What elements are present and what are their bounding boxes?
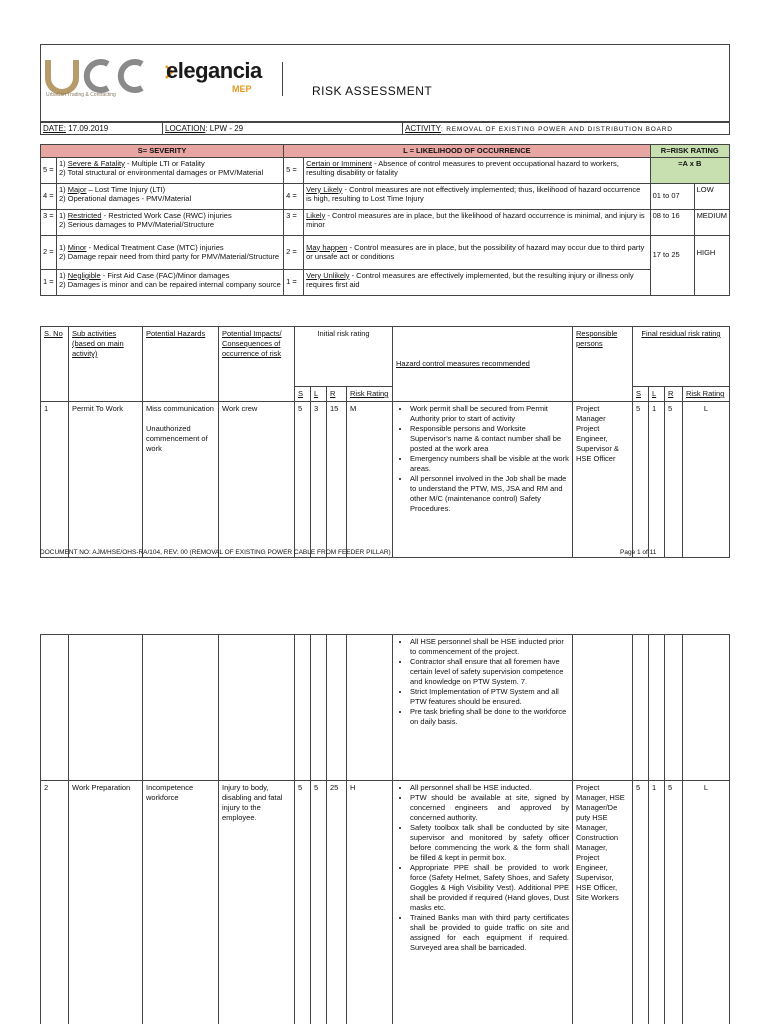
- document-number: DOCUMENT NO: AJM/HSE/OHS-RA/104, REV: 00 (REMOVAL OF EXISTING POWER CABLE FROM FEEDER PILLAR): [40, 549, 391, 556]
- rating-high: HIGH: [694, 235, 729, 295]
- col-final-rating: Risk Rating: [683, 387, 730, 402]
- activity-label: ACTIVITY: [405, 124, 442, 133]
- severity-key: Severe & Fatality: [67, 158, 125, 168]
- row-hazard: Incompetence workforce: [143, 781, 219, 1024]
- row-rating: H: [347, 781, 393, 1024]
- row-no: 1: [41, 402, 69, 558]
- row-no: [41, 635, 69, 781]
- list-item: • Work permit shall be secured from Permit Authority prior to start of activity: [410, 404, 569, 424]
- date-label: DATE:: [43, 124, 66, 133]
- col-final-s: S: [633, 387, 649, 402]
- list-item: • Contractor shall ensure that all foremen have certain level of safety supervision competence and knowledge on PTW System. 7.: [410, 657, 569, 687]
- severity-num: 2 =: [41, 235, 57, 269]
- likelihood-row: [304, 157, 650, 183]
- likelihood-text: - Control measures are in place, but the possibility of hazard may occur due to third party or unsafe act or conditions: [306, 242, 645, 261]
- rating-med: MEDIUM: [694, 209, 729, 235]
- row-l: 3: [311, 402, 327, 558]
- list-item: • Trained Banks man with third party certificates shall be provided to guide traffic on site and assigned for each equipment if required. Surveyed area shall be barricaded.: [410, 913, 569, 953]
- likelihood-key: Very Unlikely: [306, 270, 350, 280]
- severity-row: 1) Restricted - Restricted Work Case (RWC) injuries 2) Serious damages to PMV/Material/Structure: [57, 209, 284, 235]
- brand-sub: MEP: [232, 84, 252, 94]
- rating-low: LOW: [694, 183, 729, 209]
- list-item: • Pre task briefing shall be done to the workforce on daily basis.: [410, 707, 569, 727]
- severity-text: – Lost Time Injury (LTI): [86, 184, 166, 194]
- row-final-r: 5: [665, 402, 683, 558]
- col-final-l: L: [649, 387, 665, 402]
- rating-high-range: 17 to 25: [650, 235, 694, 295]
- likelihood-key: Very Likely: [306, 184, 343, 194]
- severity-row: 1) Minor - Medical Treatment Case (MTC) injuries 2) Damage repair need from third party for PMV/Material/Structure: [57, 235, 284, 269]
- row-final-s: 5: [633, 402, 649, 558]
- row-final-rating: L: [683, 402, 730, 558]
- row-final-s: [633, 635, 649, 781]
- divider: [282, 62, 283, 96]
- likelihood-text: - Control measures are effectively implemented, but the resulting injury or illness only requires first aid: [306, 270, 634, 289]
- list-item: • Strict Implementation of PTW System and all PTW features should be ensured.: [410, 687, 569, 707]
- severity-text: - First Aid Case (FAC)/Minor damages: [100, 270, 230, 280]
- location-value: : LPW - 29: [205, 124, 244, 133]
- severity-text: - Multiple LTI or Fatality: [124, 158, 205, 168]
- severity-text: 2) Damage repair need from third party for PMV/Material/Structure: [59, 252, 280, 261]
- row-final-r: 5: [665, 781, 683, 1024]
- likelihood-text: - Control measures are in place, but the likelihood of hazard occurrence is minimal, and injury is minor: [306, 210, 645, 229]
- rating-med-range: 08 to 16: [650, 209, 694, 235]
- likelihood-key: Likely: [306, 210, 326, 220]
- likelihood-num: 1 =: [284, 269, 304, 295]
- risk-table: [40, 326, 730, 558]
- likelihood-text: - Control measures are not effectively implemented; thus, likelihood of hazard occurrence is high, resulting to Lost Time Injury: [306, 184, 641, 203]
- list-item: • All HSE personnel shall be HSE inducted prior to commencement of the project.: [410, 637, 569, 657]
- risk-legend: [40, 144, 730, 296]
- col-risk-rating: Risk Rating: [347, 387, 393, 402]
- row-impact: [219, 635, 295, 781]
- row-final-l: 1: [649, 402, 665, 558]
- row-final-l: [649, 635, 665, 781]
- severity-text: 2) Total structural or environmental damages or PMV/Material: [59, 168, 264, 177]
- col-hazards: Potential Hazards: [143, 327, 219, 402]
- row-s: 5: [295, 402, 311, 558]
- severity-row: 1) Severe & Fatality - Multiple LTI or Fatality 2) Total structural or environmental damages or PMV/Material: [57, 157, 284, 183]
- row-rating: [347, 635, 393, 781]
- severity-text: 2) Damages is minor and can be repaired internal company source: [59, 280, 281, 289]
- likelihood-num: 3 =: [284, 209, 304, 235]
- severity-text: 2) Serious damages to PMV/Material/Structure: [59, 220, 215, 229]
- rating-formula: =A x B: [650, 157, 729, 183]
- likelihood-num: 4 =: [284, 183, 304, 209]
- location-label: LOCATION: [165, 124, 206, 133]
- row-sub: Work Preparation: [69, 781, 143, 1024]
- likelihood-row: [304, 269, 650, 295]
- col-r: R: [327, 387, 347, 402]
- list-item: • PTW should be available at site, signed by concerned engineers and approved by concerned authority.: [410, 793, 569, 823]
- list-item: • All personnel involved in the Job shall be made to understand the PTW, MS, JSA and RM and other M/C (maintenance control) Safety Procedures.: [410, 474, 569, 514]
- row-r: 15: [327, 402, 347, 558]
- col-sub: Sub activities (based on main activity): [69, 327, 143, 402]
- page-number: Page 1 of 11: [620, 549, 657, 556]
- rating-header: R=RISK RATING: [650, 145, 729, 158]
- date-value: 17.09.2019: [68, 124, 109, 133]
- row-s: [295, 635, 311, 781]
- likelihood-text: - Absence of control measures to prevent occupational hazard to workers, resulting disability or fatality: [306, 158, 619, 177]
- hazard-text: Miss communication: [146, 404, 214, 413]
- row-l: [311, 635, 327, 781]
- row-l: 5: [311, 781, 327, 1024]
- row-r: [327, 635, 347, 781]
- row-rating: M: [347, 402, 393, 558]
- activity-value: : REMOVAL OF EXISTING POWER AND DISTRIBUTION BOARD: [441, 126, 673, 133]
- page-title: RISK ASSESSMENT: [312, 84, 433, 98]
- list-item: • Emergency numbers shall be visible at the work areas.: [410, 454, 569, 474]
- likelihood-row: [304, 209, 650, 235]
- row-controls: [393, 635, 573, 781]
- table-row: [41, 635, 730, 781]
- severity-text: 2) Operational damages - PMV/Material: [59, 194, 192, 203]
- severity-key: Negligible: [67, 270, 101, 280]
- row-no: 2: [41, 781, 69, 1024]
- list-item: • Responsible persons and Worksite Supervisor’s name & contact number shall be posted at the work area: [410, 424, 569, 454]
- col-final-r: R: [665, 387, 683, 402]
- col-controls: Hazard control measures recommended: [393, 327, 573, 402]
- row-responsible: Project Manager, HSE Manager/De puty HSE Manager, Construction Manager, Project Engineer, Supervisor, HSE Officer, Site Workers: [573, 781, 633, 1024]
- likelihood-num: 2 =: [284, 235, 304, 269]
- row-final-rating: [683, 635, 730, 781]
- table-row: [41, 781, 730, 1024]
- row-hazard: [143, 635, 219, 781]
- likelihood-key: Certain or Imminent: [306, 158, 372, 168]
- row-final-s: 5: [633, 781, 649, 1024]
- severity-num: 3 =: [41, 209, 57, 235]
- severity-row: 1) Negligible - First Aid Case (FAC)/Minor damages 2) Damages is minor and can be repaired internal company source: [57, 269, 284, 295]
- row-controls: [393, 781, 573, 1024]
- row-final-l: 1: [649, 781, 665, 1024]
- row-impact: Work crew: [219, 402, 295, 558]
- severity-header: S= SEVERITY: [41, 145, 284, 158]
- brand-name: elegancia: [166, 58, 262, 83]
- row-final-rating: L: [683, 781, 730, 1024]
- severity-row: 1) Major – Lost Time Injury (LTI) 2) Operational damages - PMV/Material: [57, 183, 284, 209]
- risk-table-continued: [40, 634, 730, 1024]
- info-row: [40, 122, 730, 135]
- severity-text: - Restricted Work Case (RWC) injuries: [101, 210, 232, 220]
- severity-key: Minor: [67, 242, 87, 252]
- severity-key: Major: [67, 184, 87, 194]
- hazard-text: Unauthorized commencement of work: [146, 424, 208, 453]
- likelihood-num: 5 =: [284, 157, 304, 183]
- likelihood-header: L = LIKELIHOOD OF OCCURRENCE: [284, 145, 650, 158]
- row-final-r: [665, 635, 683, 781]
- likelihood-row: [304, 235, 650, 269]
- row-controls: [393, 402, 573, 558]
- ucc-logo-subtitle: UrbaCon Trading & Contracting: [46, 92, 116, 98]
- likelihood-row: [304, 183, 650, 209]
- col-l: L: [311, 387, 327, 402]
- row-responsible: [573, 635, 633, 781]
- severity-text: - Medical Treatment Case (MTC) injuries: [86, 242, 224, 252]
- row-hazard: [143, 402, 219, 558]
- table-row: [41, 402, 730, 558]
- severity-key: Restricted: [67, 210, 102, 220]
- list-item: • Appropriate PPE shall be provided to work force (Safety Helmet, Safety Shoes, and Safety Goggles & High Visibility Vest). Additional PPE shall be provided if required (Hand gloves, Dust masks etc.: [410, 863, 569, 913]
- severity-num: 1 =: [41, 269, 57, 295]
- list-item: • All personnel shall be HSE inducted.: [410, 783, 569, 793]
- row-sub: Permit To Work: [69, 402, 143, 558]
- row-r: 25: [327, 781, 347, 1024]
- row-responsible: Project Manager Project Engineer, Supervisor & HSE Officer: [573, 402, 633, 558]
- col-impacts: Potential Impacts/ Consequences of occurrence of risk: [219, 327, 295, 402]
- col-responsible: Responsible persons: [573, 327, 633, 402]
- col-s: S: [295, 387, 311, 402]
- col-sno: S. No: [41, 327, 69, 402]
- row-s: 5: [295, 781, 311, 1024]
- col-final: Final residual risk rating: [633, 327, 730, 387]
- col-initial: Initial risk rating: [295, 327, 393, 387]
- rating-low-range: 01 to 07: [650, 183, 694, 209]
- likelihood-key: May happen: [306, 242, 348, 252]
- row-impact: Injury to body, disabling and fatal injury to the employee.: [219, 781, 295, 1024]
- severity-num: 4 =: [41, 183, 57, 209]
- list-item: • Safety toolbox talk shall be conducted by site supervisor and monitored by safety officer before commencing the work & the form shall be filled & kept in permit box.: [410, 823, 569, 863]
- row-sub: [69, 635, 143, 781]
- severity-num: 5 =: [41, 157, 57, 183]
